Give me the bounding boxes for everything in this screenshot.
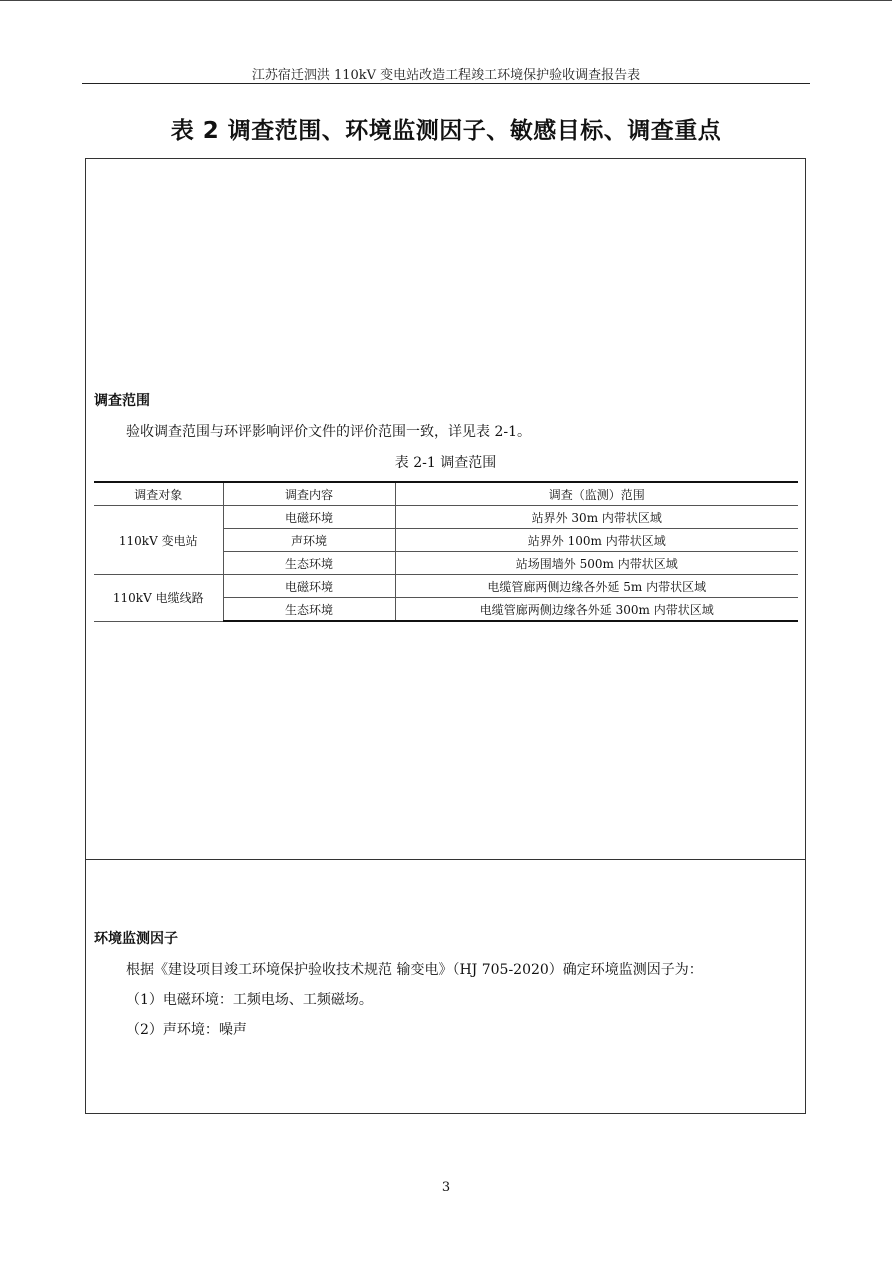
monitoring-intro: 根据《建设项目竣工环境保护验收技术规范 输变电》（HJ 705-2020）确定环境监测因子为： bbox=[126, 962, 703, 978]
page-top-border bbox=[0, 0, 892, 1]
range-cell: 站界外 100m 内带状区域 bbox=[395, 529, 798, 552]
header-rule bbox=[82, 83, 810, 84]
content-cell: 电磁环境 bbox=[223, 506, 395, 529]
object-cell-substation: 110kV 变电站 bbox=[94, 506, 223, 575]
monitoring-item: （2）声环境：噪声 bbox=[126, 1022, 247, 1038]
column-header-range: 调查（监测）范围 bbox=[395, 482, 798, 506]
content-cell: 声环境 bbox=[223, 529, 395, 552]
range-cell: 站场围墙外 500m 内带状区域 bbox=[395, 552, 798, 575]
table-header-row bbox=[94, 482, 798, 506]
page-number: 3 bbox=[441, 1180, 451, 1195]
section-divider bbox=[85, 859, 806, 860]
monitoring-heading: 环境监测因子 bbox=[94, 931, 178, 947]
scope-heading: 调查范围 bbox=[94, 393, 150, 409]
content-cell: 生态环境 bbox=[223, 552, 395, 575]
table-caption: 表 2-1 调查范围 bbox=[394, 455, 497, 471]
running-header: 江苏宿迁泗洪 110kV 变电站改造工程竣工环境保护验收调查报告表 bbox=[251, 68, 641, 83]
page-title: 表 2 调查范围、环境监测因子、敏感目标、调查重点 bbox=[170, 118, 722, 144]
content-cell: 电磁环境 bbox=[223, 575, 395, 598]
column-header-content: 调查内容 bbox=[223, 482, 395, 506]
table-row bbox=[94, 506, 798, 529]
range-cell: 电缆管廊两侧边缘各外延 300m 内带状区域 bbox=[395, 598, 798, 622]
range-cell: 站界外 30m 内带状区域 bbox=[395, 506, 798, 529]
column-header-object: 调查对象 bbox=[94, 482, 223, 506]
table-row bbox=[94, 575, 798, 598]
scope-table bbox=[94, 481, 798, 622]
monitoring-item: （1）电磁环境：工频电场、工频磁场。 bbox=[126, 992, 373, 1008]
object-cell-cable-line: 110kV 电缆线路 bbox=[94, 575, 223, 622]
range-cell: 电缆管廊两侧边缘各外延 5m 内带状区域 bbox=[395, 575, 798, 598]
content-cell: 生态环境 bbox=[223, 598, 395, 622]
scope-paragraph: 验收调查范围与环评影响评价文件的评价范围一致，详见表 2-1。 bbox=[126, 424, 531, 440]
